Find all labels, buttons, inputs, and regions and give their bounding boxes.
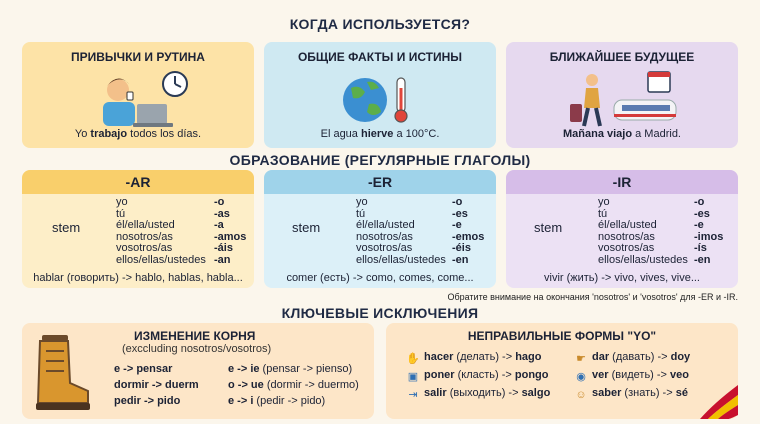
irregular-item: ☺ saber (знать) -> sé [575, 387, 688, 401]
stem-label: stem [52, 220, 81, 235]
stem-change-subtitle: (exccluding nosotros/vosotros) [122, 343, 272, 355]
card-title: ОБЩИЕ ФАКТЫ И ИСТИНЫ [297, 50, 463, 64]
facts-card [264, 42, 496, 148]
card-title: БЛИЖАЙШЕЕ БУДУЩЕЕ [549, 50, 695, 64]
stem-label: stem [292, 220, 321, 235]
rule-item: e -> i (pedir -> pido) [228, 395, 326, 407]
pronoun-list: yo tú él/ella/usted nosotros/as vosotros/as ellos/ellas/ustedes [116, 196, 206, 266]
habits-card [22, 42, 254, 148]
usage-section-title: КОГДА ИСПОЛЬЗУЕТСЯ? [289, 16, 471, 32]
rule-item: e -> ie (pensar -> pienso) [228, 363, 353, 375]
irregular-item: ◉ ver (видеть) -> veo [574, 369, 689, 383]
conjugation-header: -AR [22, 170, 254, 194]
hand-icon: ✋ [406, 353, 420, 365]
endings-note: Обратите внимание на окончания 'nosotros' и 'vosotros' для -ER и -IR. [447, 292, 738, 302]
ending-list: -o -as -a -amos -áis -an [214, 196, 247, 266]
card-caption: Yo trabajo todos los días. [74, 128, 202, 140]
irregular-item: ⇥ salir (выходить) -> salgo [406, 387, 550, 401]
conjugation-er [264, 170, 496, 288]
person-laptop-illustration [83, 68, 193, 128]
rule-item: pedir -> pido [114, 395, 181, 407]
irregular-yo-card [386, 323, 738, 419]
card-caption: El agua hierve a 100°C. [320, 128, 440, 140]
future-card [506, 42, 738, 148]
rule-item: e -> pensar [114, 363, 173, 375]
rule-item: dormir -> duerm [114, 379, 199, 391]
formation-section-title: ОБРАЗОВАНИЕ (РЕГУЛЯРНЫЕ ГЛАГОЛЫ) [229, 152, 531, 168]
conjugation-header: -ER [264, 170, 496, 194]
irregular-item: ☛ dar (давать) -> doy [574, 351, 690, 365]
pronoun-list: yo tú él/ella/usted nosotros/as vosotros/as ellos/ellas/ustedes [356, 196, 446, 266]
card-title: ПРИВЫЧКИ И РУТИНА [71, 50, 205, 64]
conjugation-header: -IR [506, 170, 738, 194]
conjugation-example: vivir (жить) -> vivo, vives, vive... [544, 272, 700, 284]
ending-list: -o -es -e -emos -éis -en [452, 196, 485, 266]
stem-change-title: ИЗМЕНЕНИЕ КОРНЯ [134, 329, 256, 343]
exit-icon: ⇥ [408, 389, 418, 401]
irregular-yo-title: НЕПРАВИЛЬНЫЕ ФОРМЫ "YO" [467, 329, 657, 343]
box-icon: ▣ [407, 371, 419, 383]
boot-icon [30, 331, 92, 413]
conjugation-example: hablar (говорить) -> hablo, hablas, habla... [33, 272, 243, 284]
eye-icon: ◉ [576, 371, 586, 383]
traveler-train-illustration [562, 68, 682, 128]
card-caption: Mañana viajo a Madrid. [563, 128, 681, 140]
give-icon: ☛ [576, 353, 586, 365]
irregular-item: ▣ poner (класть) -> pongo [407, 369, 549, 383]
globe-thermometer-illustration [325, 68, 435, 128]
stem-change-card [22, 323, 374, 419]
spanish-flag-icon [700, 373, 738, 419]
conjugation-ar [22, 170, 254, 288]
irregular-item: ✋ hacer (делать) -> hago [406, 351, 542, 365]
rule-item: o -> ue (dormir -> duermo) [228, 379, 359, 391]
conjugation-ir [506, 170, 738, 288]
exceptions-section-title: КЛЮЧЕВЫЕ ИСКЛЮЧЕНИЯ [281, 305, 479, 321]
stem-label: stem [534, 220, 563, 235]
conjugation-example: comer (есть) -> como, comes, come... [286, 272, 474, 284]
pronoun-list: yo tú él/ella/usted nosotros/as vosotros/as ellos/ellas/ustedes [598, 196, 688, 266]
ending-list: -o -es -e -imos -ís -en [694, 196, 724, 266]
person-icon: ☺ [575, 389, 587, 401]
